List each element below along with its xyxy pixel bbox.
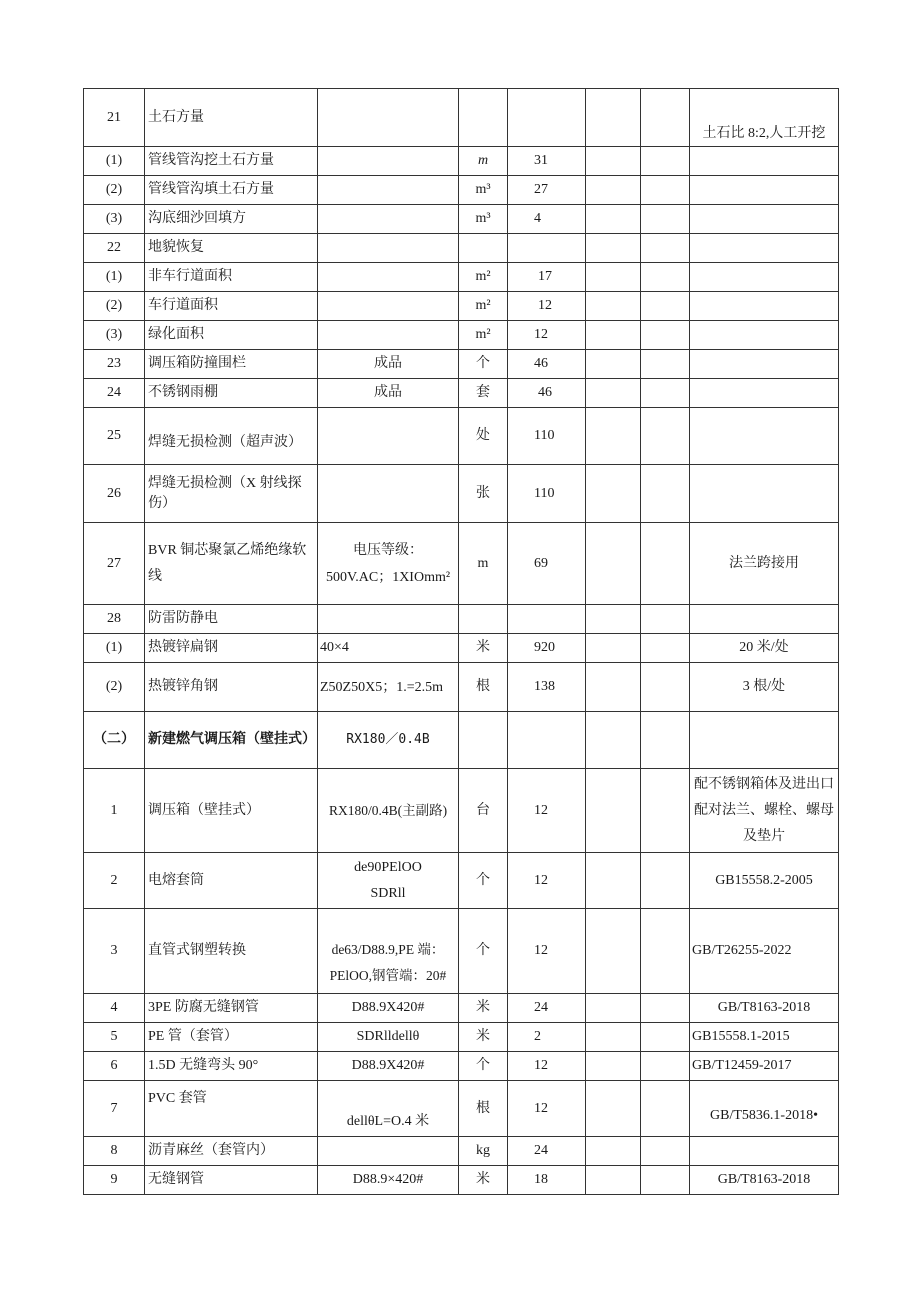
row-number: (2) [84, 292, 145, 321]
item-unit: m [459, 523, 508, 605]
item-qty [508, 712, 586, 769]
blank-cell [641, 350, 690, 379]
blank-cell [586, 853, 641, 909]
item-qty [508, 605, 586, 634]
blank-cell [586, 379, 641, 408]
blank-cell [586, 994, 641, 1023]
item-name: 电熔套筒 [145, 853, 318, 909]
row-number: 2 [84, 853, 145, 909]
blank-cell [586, 465, 641, 523]
item-spec: D88.9X420# [318, 1052, 459, 1081]
item-unit: m² [459, 292, 508, 321]
blank-cell [641, 89, 690, 147]
item-qty: 12 [508, 769, 586, 853]
item-name: 焊缝无损检测（X 射线探伤） [145, 465, 318, 523]
item-unit: 米 [459, 1166, 508, 1195]
blank-cell [641, 408, 690, 465]
item-note [690, 465, 839, 523]
item-qty [508, 234, 586, 263]
item-unit [459, 234, 508, 263]
blank-cell [641, 523, 690, 605]
item-note: 法兰跨接用 [690, 523, 839, 605]
table-row [84, 234, 839, 263]
item-name: PVC 套管 [145, 1081, 318, 1137]
blank-cell [641, 1081, 690, 1137]
item-qty: 31 [508, 147, 586, 176]
row-number: (1) [84, 147, 145, 176]
blank-cell [641, 292, 690, 321]
table-row [84, 853, 839, 909]
item-spec [318, 147, 459, 176]
item-spec: Z50Z50X5；1.=2.5m [318, 663, 459, 712]
item-name: 新建燃气调压箱（壁挂式） [145, 712, 318, 769]
item-qty: 138 [508, 663, 586, 712]
blank-cell [641, 1166, 690, 1195]
item-qty: 27 [508, 176, 586, 205]
blank-cell [641, 147, 690, 176]
item-qty: 110 [508, 465, 586, 523]
item-note: GB/T26255-2022 [690, 909, 839, 994]
table-row [84, 634, 839, 663]
item-unit: 个 [459, 853, 508, 909]
row-number: 9 [84, 1166, 145, 1195]
blank-cell [586, 663, 641, 712]
blank-cell [586, 350, 641, 379]
item-note [690, 712, 839, 769]
item-qty: 12 [508, 1052, 586, 1081]
item-unit: 米 [459, 634, 508, 663]
item-name: 焊缝无损检测（超声波） [145, 408, 318, 465]
item-unit: 米 [459, 994, 508, 1023]
item-unit: m [459, 147, 508, 176]
item-qty: 920 [508, 634, 586, 663]
blank-cell [586, 1052, 641, 1081]
item-name: PE 管（套管） [145, 1023, 318, 1052]
item-unit: 米 [459, 1023, 508, 1052]
row-number: 25 [84, 408, 145, 465]
table-row [84, 663, 839, 712]
item-spec [318, 292, 459, 321]
item-name: 直管式钢塑转换 [145, 909, 318, 994]
row-number: 3 [84, 909, 145, 994]
row-number: 5 [84, 1023, 145, 1052]
blank-cell [641, 634, 690, 663]
row-number: 27 [84, 523, 145, 605]
table-row [84, 769, 839, 853]
table-row [84, 176, 839, 205]
item-note [690, 1137, 839, 1166]
item-qty: 12 [508, 853, 586, 909]
item-unit: 根 [459, 663, 508, 712]
item-qty: 18 [508, 1166, 586, 1195]
blank-cell [586, 408, 641, 465]
item-name: 热镀锌扁钢 [145, 634, 318, 663]
item-spec [318, 465, 459, 523]
row-number: 1 [84, 769, 145, 853]
item-qty [508, 89, 586, 147]
blank-cell [586, 176, 641, 205]
blank-cell [586, 1166, 641, 1195]
item-note: GB/T8163-2018 [690, 1166, 839, 1195]
item-qty: 46 [508, 350, 586, 379]
item-unit [459, 712, 508, 769]
item-unit: 个 [459, 1052, 508, 1081]
item-note [690, 350, 839, 379]
row-number: (2) [84, 176, 145, 205]
row-number: (1) [84, 634, 145, 663]
blank-cell [586, 1023, 641, 1052]
item-note: 土石比 8:2,人工开挖 [690, 89, 839, 147]
blank-cell [641, 1137, 690, 1166]
item-spec [318, 408, 459, 465]
blank-cell [586, 769, 641, 853]
item-unit: kg [459, 1137, 508, 1166]
item-unit: m³ [459, 205, 508, 234]
blank-cell [586, 263, 641, 292]
table-row [84, 1137, 839, 1166]
item-name: 非车行道面积 [145, 263, 318, 292]
item-note [690, 605, 839, 634]
item-unit: m² [459, 263, 508, 292]
item-note [690, 263, 839, 292]
blank-cell [586, 205, 641, 234]
row-number: 26 [84, 465, 145, 523]
blank-cell [641, 234, 690, 263]
table-row [84, 994, 839, 1023]
item-note: GB15558.2-2005 [690, 853, 839, 909]
item-name: 防雷防静电 [145, 605, 318, 634]
item-note [690, 379, 839, 408]
item-name: 热镀锌角钢 [145, 663, 318, 712]
row-number: 22 [84, 234, 145, 263]
table-row [84, 408, 839, 465]
item-name: 无缝钢管 [145, 1166, 318, 1195]
table-row [84, 1023, 839, 1052]
item-unit: m³ [459, 176, 508, 205]
item-qty: 110 [508, 408, 586, 465]
item-qty: 24 [508, 994, 586, 1023]
item-qty: 12 [508, 321, 586, 350]
item-spec [318, 1137, 459, 1166]
item-spec [318, 176, 459, 205]
item-spec: dellθL=O.4 米 [318, 1081, 459, 1137]
item-spec [318, 263, 459, 292]
item-spec: SDRlldellθ [318, 1023, 459, 1052]
materials-table [83, 88, 839, 1195]
item-name: 车行道面积 [145, 292, 318, 321]
table-row [84, 147, 839, 176]
item-spec: D88.9X420# [318, 994, 459, 1023]
row-number: 6 [84, 1052, 145, 1081]
item-qty: 24 [508, 1137, 586, 1166]
item-spec: 成品 [318, 379, 459, 408]
table-row [84, 89, 839, 147]
blank-cell [641, 994, 690, 1023]
blank-cell [586, 909, 641, 994]
item-name: 绿化面积 [145, 321, 318, 350]
item-name: 沥青麻丝（套管内） [145, 1137, 318, 1166]
item-qty: 12 [508, 292, 586, 321]
row-number: 28 [84, 605, 145, 634]
item-name: 3PE 防腐无缝钢管 [145, 994, 318, 1023]
item-name: 管线管沟挖土石方量 [145, 147, 318, 176]
item-note [690, 321, 839, 350]
item-spec: 电压等级：500V.AC；1XIOmm² [318, 523, 459, 605]
item-name: 沟底细沙回填方 [145, 205, 318, 234]
item-note [690, 176, 839, 205]
item-name: 土石方量 [145, 89, 318, 147]
blank-cell [586, 1137, 641, 1166]
item-spec: RX180/0.4B(主副路) [318, 769, 459, 853]
item-note [690, 234, 839, 263]
table-row [84, 292, 839, 321]
row-number: (3) [84, 205, 145, 234]
item-qty: 17 [508, 263, 586, 292]
item-note [690, 292, 839, 321]
item-spec: de63/D88.9,PE 端：PElOO,钢管端：20# [318, 909, 459, 994]
item-unit: 个 [459, 350, 508, 379]
item-spec [318, 234, 459, 263]
item-note [690, 408, 839, 465]
item-note [690, 205, 839, 234]
row-number: (1) [84, 263, 145, 292]
item-unit [459, 89, 508, 147]
item-note: GB15558.1-2015 [690, 1023, 839, 1052]
blank-cell [641, 605, 690, 634]
item-qty: 12 [508, 1081, 586, 1137]
row-number: (3) [84, 321, 145, 350]
item-name: 调压箱（壁挂式） [145, 769, 318, 853]
table-row [84, 909, 839, 994]
blank-cell [586, 712, 641, 769]
table-row [84, 605, 839, 634]
table-row [84, 1081, 839, 1137]
item-spec: de90PElOO SDRll [318, 853, 459, 909]
item-spec: D88.9×420# [318, 1166, 459, 1195]
table-row [84, 379, 839, 408]
item-spec: RX180／0.4B [318, 712, 459, 769]
row-number: 23 [84, 350, 145, 379]
item-qty: 4 [508, 205, 586, 234]
table-row [84, 350, 839, 379]
item-name: 管线管沟填土石方量 [145, 176, 318, 205]
item-note: 20 米/处 [690, 634, 839, 663]
item-qty: 69 [508, 523, 586, 605]
item-spec [318, 205, 459, 234]
item-spec [318, 321, 459, 350]
blank-cell [641, 1052, 690, 1081]
blank-cell [586, 292, 641, 321]
blank-cell [641, 853, 690, 909]
blank-cell [586, 321, 641, 350]
item-spec [318, 89, 459, 147]
item-unit [459, 605, 508, 634]
item-note: GB/T5836.1-2018• [690, 1081, 839, 1137]
item-qty: 12 [508, 909, 586, 994]
item-qty: 2 [508, 1023, 586, 1052]
blank-cell [586, 605, 641, 634]
row-number: (2) [84, 663, 145, 712]
item-unit: 处 [459, 408, 508, 465]
table-row [84, 1166, 839, 1195]
table-row [84, 1052, 839, 1081]
item-spec [318, 605, 459, 634]
blank-cell [641, 205, 690, 234]
blank-cell [641, 379, 690, 408]
blank-cell [586, 234, 641, 263]
blank-cell [586, 634, 641, 663]
item-note: 3 根/处 [690, 663, 839, 712]
item-spec: 成品 [318, 350, 459, 379]
item-unit: 张 [459, 465, 508, 523]
blank-cell [586, 523, 641, 605]
row-number: 8 [84, 1137, 145, 1166]
table-row [84, 321, 839, 350]
item-spec: 40×4 [318, 634, 459, 663]
blank-cell [641, 909, 690, 994]
item-unit: 台 [459, 769, 508, 853]
item-note: GB/T12459-2017 [690, 1052, 839, 1081]
item-unit: 根 [459, 1081, 508, 1137]
row-number: 4 [84, 994, 145, 1023]
blank-cell [641, 769, 690, 853]
item-name: BVR 铜芯聚氯乙烯绝缘软线 [145, 523, 318, 605]
blank-cell [641, 712, 690, 769]
item-unit: m² [459, 321, 508, 350]
item-note: GB/T8163-2018 [690, 994, 839, 1023]
item-name: 调压箱防撞围栏 [145, 350, 318, 379]
table-row [84, 712, 839, 769]
row-number: 7 [84, 1081, 145, 1137]
table-row [84, 465, 839, 523]
row-number: 24 [84, 379, 145, 408]
item-unit: 套 [459, 379, 508, 408]
blank-cell [586, 1081, 641, 1137]
item-note [690, 147, 839, 176]
blank-cell [641, 1023, 690, 1052]
blank-cell [586, 89, 641, 147]
blank-cell [641, 663, 690, 712]
table-row [84, 205, 839, 234]
table-row [84, 523, 839, 605]
item-name: 1.5D 无缝弯头 90° [145, 1052, 318, 1081]
item-unit: 个 [459, 909, 508, 994]
blank-cell [641, 321, 690, 350]
blank-cell [641, 263, 690, 292]
blank-cell [641, 176, 690, 205]
row-number: 21 [84, 89, 145, 147]
blank-cell [641, 465, 690, 523]
item-note: 配不锈钢箱体及进出口配对法兰、螺栓、螺母及垫片 [690, 769, 839, 853]
blank-cell [586, 147, 641, 176]
row-number: （二） [84, 712, 145, 769]
item-name: 不锈钢雨棚 [145, 379, 318, 408]
table-row [84, 263, 839, 292]
item-name: 地貌恢复 [145, 234, 318, 263]
item-qty: 46 [508, 379, 586, 408]
